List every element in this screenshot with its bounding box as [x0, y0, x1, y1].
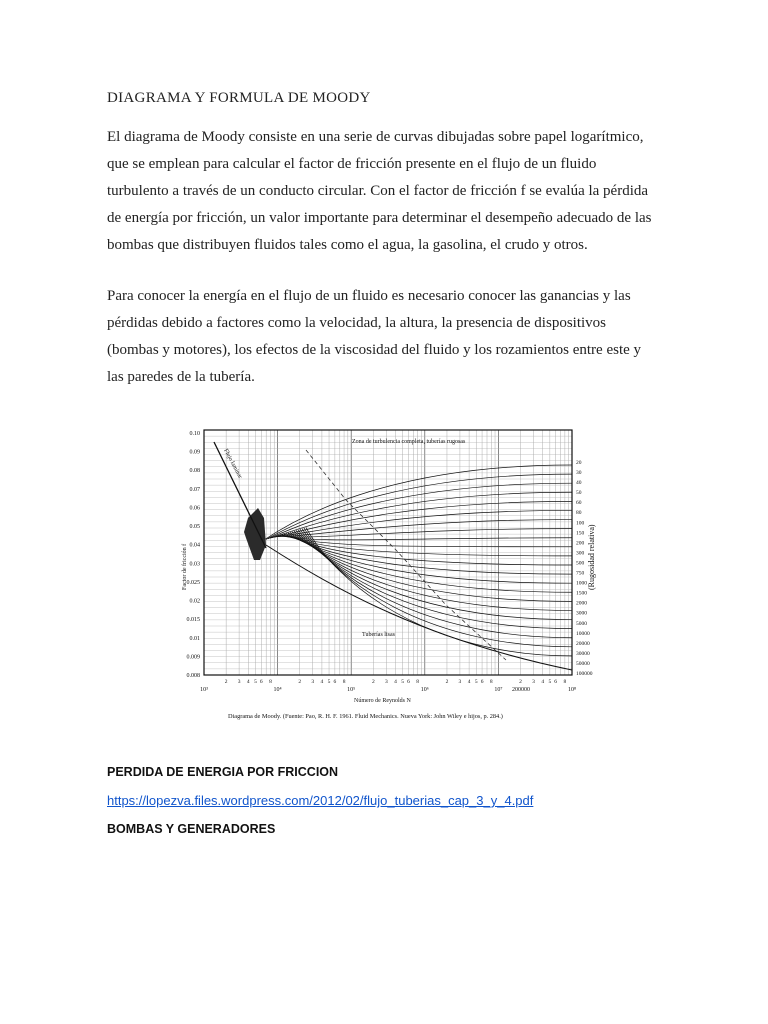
right-tick-label: 10000	[576, 630, 590, 637]
x-minor-tick-label: 8	[269, 679, 272, 685]
x-minor-tick-label: 6	[407, 679, 410, 685]
right-tick-label: 3000	[576, 610, 587, 617]
right-tick-label: 1000	[576, 580, 587, 587]
y-tick-label: 0.025	[186, 579, 200, 586]
x-minor-tick-label: 5	[474, 679, 478, 685]
zone-label: Zona de turbulencia completa, tuberías rugosas	[352, 439, 466, 445]
y-axis-label: Factor de fricción f	[182, 543, 188, 590]
right-tick-label: 30	[576, 470, 582, 477]
y-tick-label: 0.015	[186, 617, 200, 624]
right-axis-label: (Rugosidad relativa)	[587, 524, 596, 590]
heading-pumps-generators: BOMBAS Y GENERADORES	[107, 822, 276, 836]
right-tick-label: 60	[576, 500, 582, 507]
x-power-label: 10⁷	[494, 687, 503, 693]
x-minor-tick-label: 8	[563, 679, 567, 685]
y-tick-label: 0.07	[189, 486, 200, 493]
right-tick-label: 40	[576, 480, 582, 487]
right-tick-label: 20000	[576, 640, 590, 647]
y-tick-label: 0.02	[189, 598, 200, 605]
x-minor-tick-label: 8	[489, 679, 493, 685]
x-power-label: 10⁴	[273, 687, 282, 693]
y-tick-label: 0.01	[189, 635, 200, 642]
x-minor-tick-label: 6	[333, 679, 337, 685]
paragraph-line: bombas que distribuyen fluidos tales como el agua, la gasolina, el crudo y otros.	[107, 237, 588, 253]
paragraph-line: que se emplean para calcular el factor de fricción presente en el flujo de un fluido	[107, 156, 597, 172]
x-minor-tick-label: 8	[342, 679, 346, 685]
x-minor-tick-label: 6	[480, 679, 484, 685]
paragraph-line: pérdidas debido a factores como la velocidad, la altura, la presencia de dispositivos	[107, 315, 606, 331]
x-power-label: 10⁶	[420, 687, 429, 693]
x-minor-tick-label: 2	[519, 679, 522, 685]
smooth-pipes-label: Tuberías lisas	[362, 632, 395, 638]
paragraph-line: las paredes de la tubería.	[107, 369, 255, 385]
x-minor-tick-label: 4	[246, 679, 250, 685]
y-tick-label: 0.08	[189, 468, 200, 475]
x-minor-tick-label: 2	[224, 679, 228, 685]
x-minor-tick-label: 6	[554, 679, 558, 685]
x-minor-tick-label: 5	[548, 679, 552, 685]
y-tick-label: 0.008	[186, 673, 200, 679]
x-minor-tick-label: 3	[384, 679, 388, 685]
right-tick-label: 750	[576, 570, 585, 577]
right-tick-label: 2000	[576, 600, 587, 607]
right-tick-label: 50000	[576, 660, 590, 667]
right-tick-label: 100	[576, 520, 585, 527]
x-minor-tick-label: 3	[458, 679, 462, 685]
x-minor-tick-label: 2	[371, 679, 375, 685]
x-power-label: 10⁵	[347, 687, 356, 693]
reference-link[interactable]: https://lopezva.files.wordpress.com/2012/02/flujo_tuberias_cap_3_y_4.pdf	[107, 793, 534, 808]
x-power-label: 10⁸	[567, 687, 577, 693]
x-minor-tick-label: 3	[532, 679, 535, 685]
right-tick-label: 300	[576, 550, 585, 557]
right-tick-label: 5000	[576, 620, 587, 627]
x-power-label: 10³	[200, 687, 208, 693]
document-title: DIAGRAMA Y FORMULA DE MOODY	[107, 90, 371, 106]
x-minor-tick-label: 4	[320, 679, 324, 685]
heading-energy-loss: PERDIDA DE ENERGIA POR FRICCION	[107, 765, 339, 779]
right-tick-label: 30000	[576, 650, 590, 657]
y-tick-label: 0.04	[189, 542, 200, 549]
right-tick-label: 80	[576, 510, 582, 517]
x-axis-label: Número de Reynolds N	[354, 698, 411, 704]
x-minor-tick-label: 3	[311, 679, 315, 685]
right-tick-label: 50	[576, 490, 582, 497]
paragraph-moody-description	[107, 124, 667, 259]
y-tick-label: 0.09	[189, 449, 200, 456]
x-minor-tick-label: 2	[445, 679, 449, 685]
x-minor-tick-label: 3	[237, 679, 241, 685]
x-minor-tick-label: 6	[259, 679, 263, 685]
x-minor-tick-label: 8	[416, 679, 420, 685]
x-minor-tick-label: 4	[541, 679, 545, 685]
paragraph-line: El diagrama de Moody consiste en una serie de curvas dibujadas sobre papel logarítmico,	[107, 129, 644, 145]
right-tick-label: 20	[576, 460, 582, 466]
y-tick-label: 0.009	[186, 654, 200, 661]
y-tick-label: 0.10	[189, 431, 200, 437]
laminar-label: Flujo laminar	[222, 448, 243, 480]
paragraph-line: (bombas y motores), los efectos de la viscosidad del fluido y los rozamientos entre este y	[107, 342, 642, 358]
right-tick-label: 200	[576, 540, 585, 547]
x-minor-tick-label: 4	[394, 679, 397, 685]
paragraph-line: de energía por fricción, un valor importante para determinar el desempeño adecuado de las	[107, 210, 652, 226]
paragraph-energy-description	[107, 283, 667, 391]
y-tick-label: 0.06	[189, 505, 200, 512]
moody-diagram-figure	[176, 420, 600, 725]
right-tick-label: 150	[576, 530, 585, 537]
right-tick-label: 1500	[576, 590, 587, 597]
x-minor-tick-label: 5	[254, 679, 257, 685]
right-tick-label: 100000	[576, 671, 593, 677]
x-minor-tick-label: 4	[467, 679, 471, 685]
x-minor-tick-label: 5	[401, 679, 405, 685]
x-minor-tick-label: 5	[327, 679, 331, 685]
x-minor-tick-label: 2	[298, 679, 302, 685]
figure-caption: Diagrama de Moody. (Fuente: Pao, R. H. F. 1961. Fluid Mechanics. Nueva York: John Wiley e hijos, p. 284.)	[228, 713, 503, 720]
y-tick-label: 0.03	[189, 561, 200, 568]
x-extra-label: 200000	[512, 687, 530, 693]
right-tick-label: 500	[576, 560, 585, 567]
y-tick-label: 0.05	[189, 524, 200, 531]
paragraph-line: Para conocer la energía en el flujo de un fluido es necesario conocer las ganancias y las	[107, 288, 631, 304]
paragraph-line: turbulento a través de un conducto circular. Con el factor de fricción f se evalúa la pérdida	[107, 183, 649, 199]
